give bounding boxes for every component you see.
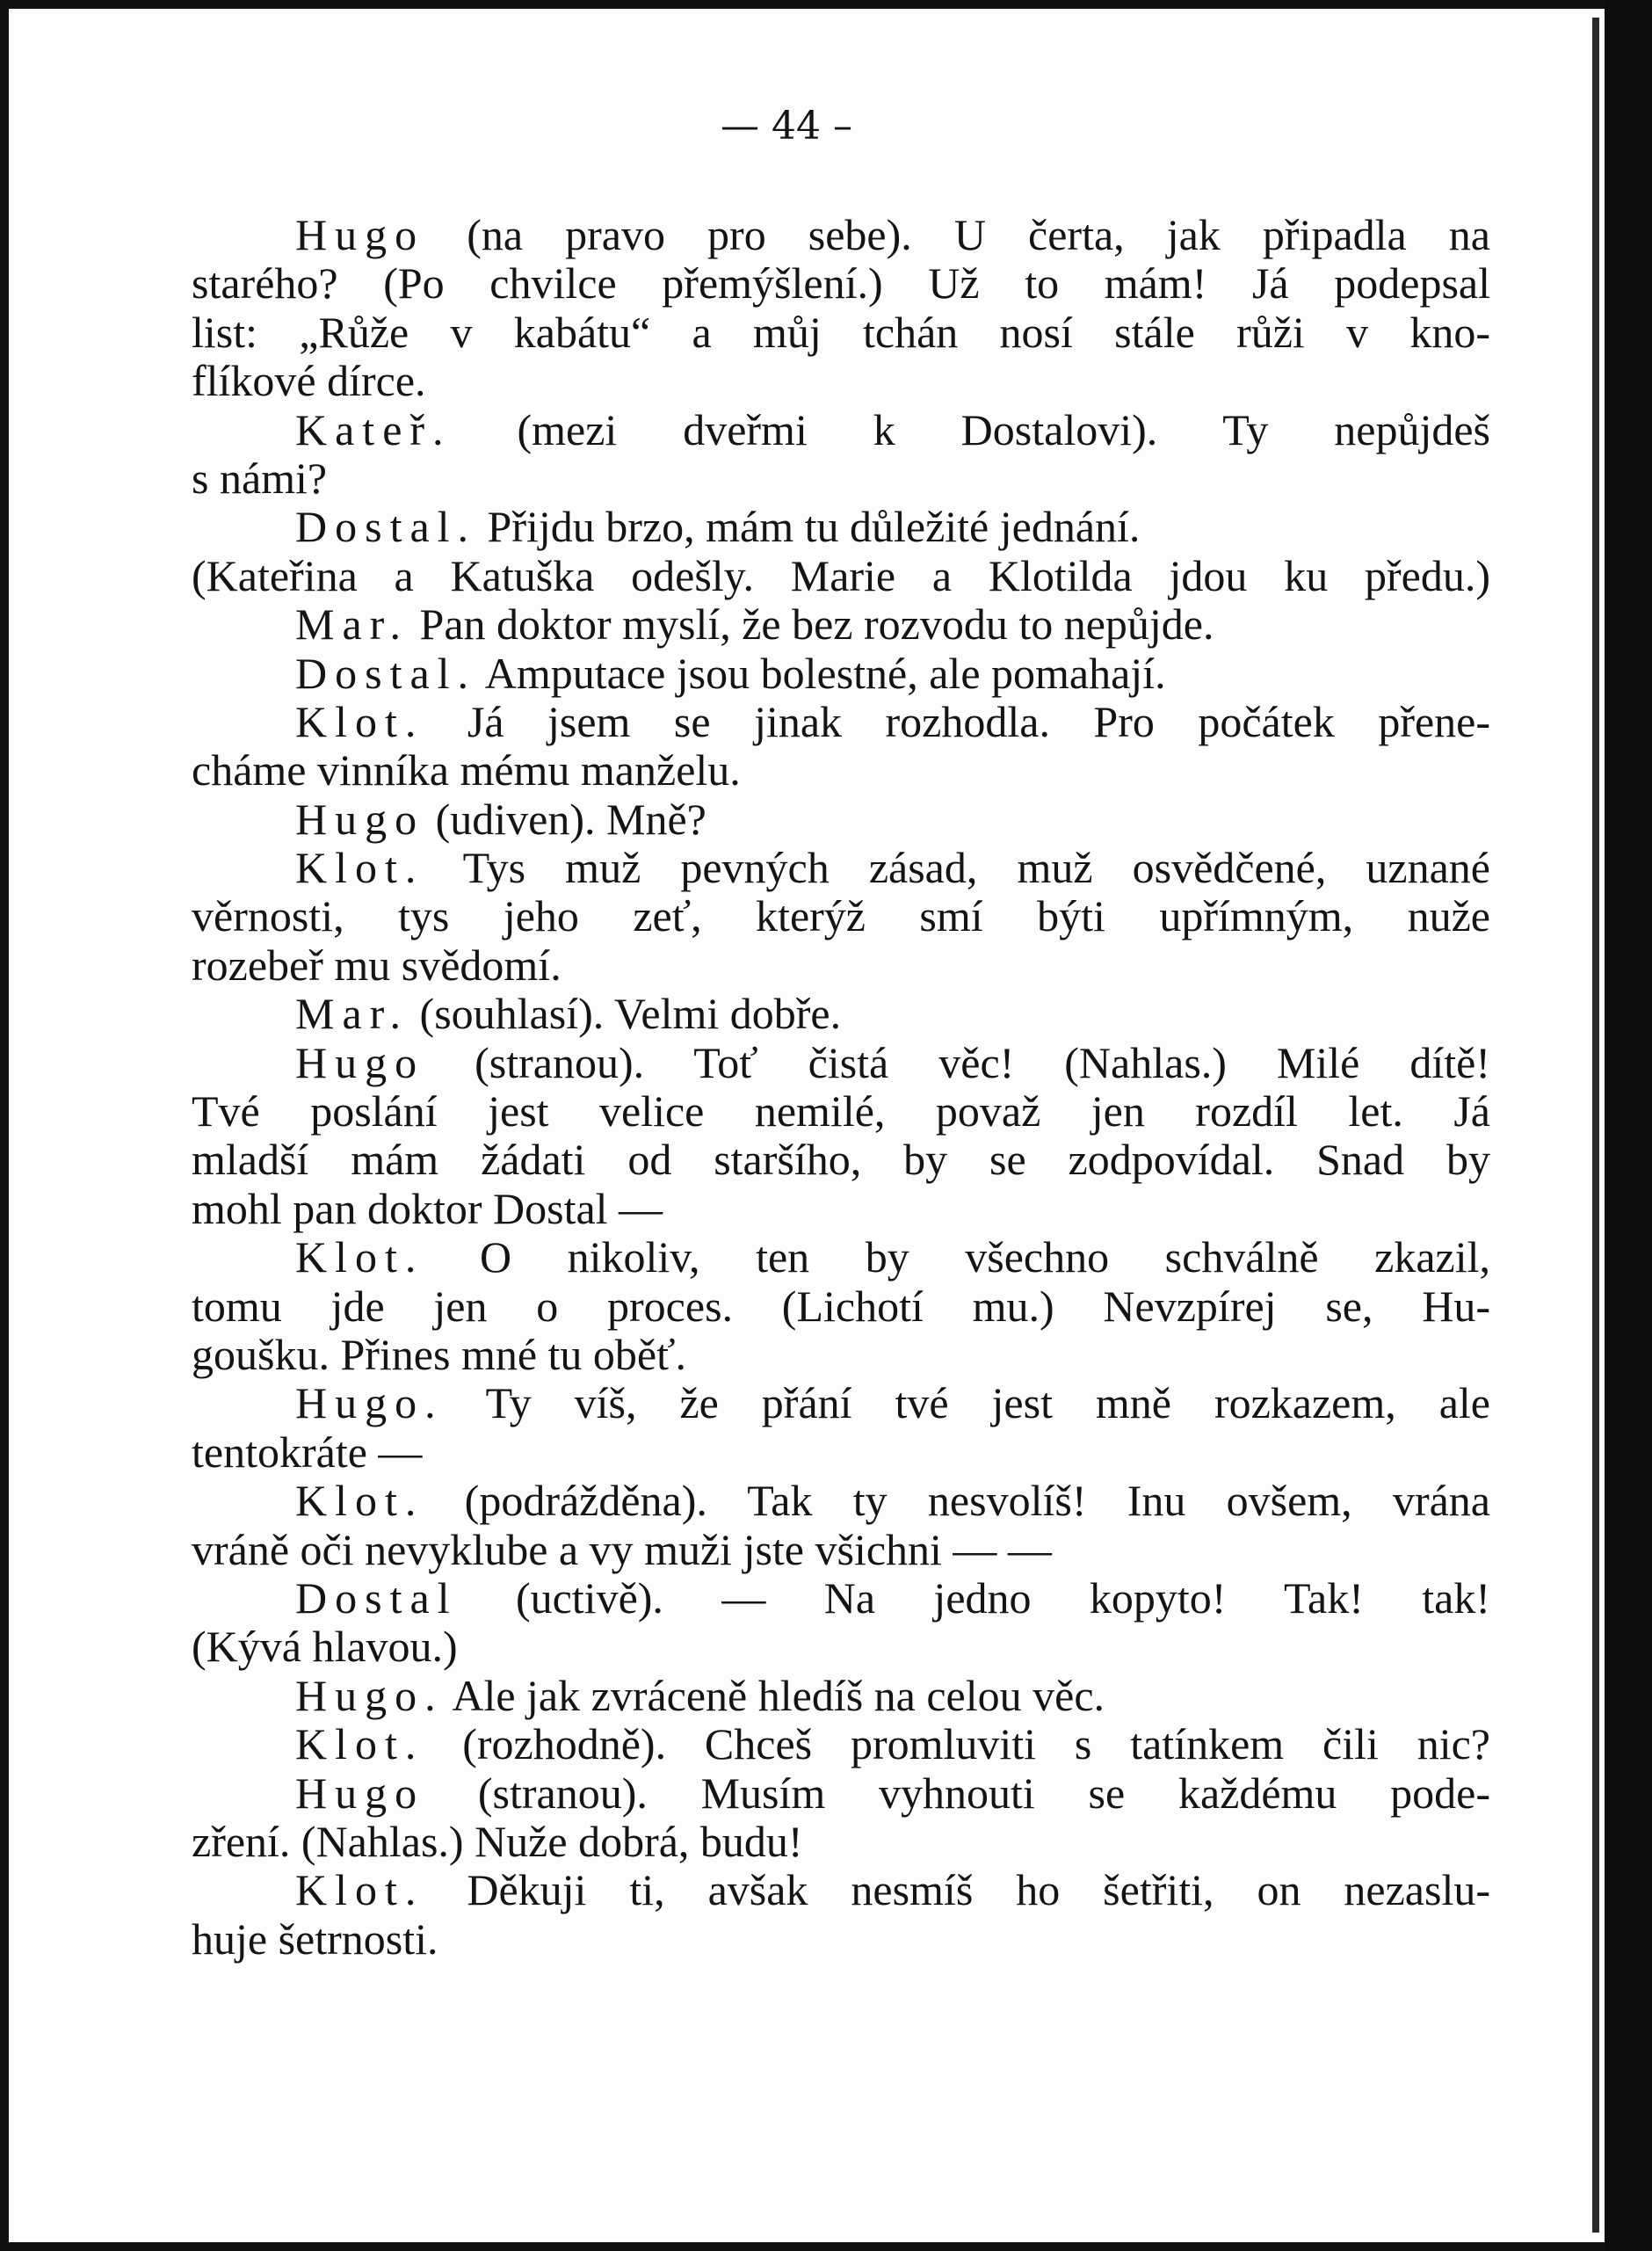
text-line: [192, 892, 1490, 940]
text-line: [192, 1331, 1490, 1379]
line-text: (uctivě). — Na jedno kopyto! Tak! tak!: [457, 1572, 1490, 1623]
line-text: (rozhodně). Chceš promluviti s tatínkem čili nic?: [424, 1719, 1490, 1769]
scan-border-left: [0, 0, 9, 2251]
line-text: (stranou). Toť čistá věc! (Nahlas.) Milé dítě!: [424, 1037, 1490, 1087]
speaker-name: Hugo: [295, 210, 425, 259]
line-text: (souhlasí). Velmi dobře.: [409, 989, 842, 1039]
text-line: [192, 1672, 1490, 1720]
text-line: [192, 552, 1490, 600]
text-line: [192, 406, 1490, 454]
speaker-name: Hugo: [295, 1037, 425, 1087]
line-text: huje šetrnosti.: [192, 1913, 438, 1964]
line-text: starého? (Po chvilce přemýšlení.) Už to mám! Já podepsal: [192, 258, 1490, 309]
text-line: [192, 503, 1490, 551]
text-line: [192, 795, 1490, 844]
line-text: vráně oči nevyklube a vy muži jste všichni — —: [192, 1524, 1052, 1574]
text-line: [192, 600, 1490, 649]
scan-border-bottom: [0, 2242, 1617, 2251]
text-line: [192, 259, 1490, 308]
line-text: Amputace jsou bolestné, ale pomahají.: [476, 648, 1166, 698]
text-line: [192, 1282, 1490, 1331]
line-text: (udiven). Mně?: [424, 794, 706, 844]
text-line: [192, 1526, 1490, 1574]
text-line: [192, 309, 1490, 357]
text-line: [192, 650, 1490, 698]
speaker-name: Mar.: [295, 599, 409, 650]
text-line: [192, 1039, 1490, 1087]
line-text: flíkové dírce.: [192, 356, 426, 406]
speaker-name: Hugo: [295, 1768, 425, 1818]
speaker-name: Mar.: [295, 989, 409, 1039]
page-edge-shadow: [1592, 18, 1599, 2233]
speaker-name: Klot.: [295, 696, 424, 746]
text-line: [192, 1866, 1490, 1914]
text-line: [192, 357, 1490, 405]
line-text: Tys muž pevných zásad, muž osvědčené, uznané: [424, 843, 1490, 893]
line-text: Já jsem se jinak rozhodla. Pro počátek přene-: [424, 696, 1490, 746]
line-text: Přijdu brzo, mám tu důležité jednání.: [476, 502, 1141, 552]
speaker-name: Klot.: [295, 1232, 424, 1282]
speaker-name: Hugo.: [295, 1670, 444, 1720]
text-line: [192, 1623, 1490, 1671]
text-line: [192, 1574, 1490, 1623]
text-line: [192, 844, 1490, 892]
line-text: mladší mám žádati od staršího, by se zodpovídal. Snad by: [192, 1135, 1490, 1185]
text-line: [192, 941, 1490, 990]
line-text: Děkuji ti, avšak nesmíš ho šetřiti, on nezaslu-: [424, 1865, 1490, 1915]
line-text: Tvé poslání jest velice nemilé, považ jen rozdíl let. Já: [192, 1086, 1490, 1136]
speaker-name: Hugo.: [295, 1378, 444, 1428]
speaker-name: Dostal.: [295, 648, 477, 698]
text-line: [192, 990, 1490, 1038]
speaker-name: Hugo: [295, 794, 425, 844]
line-text: s námi?: [192, 453, 328, 503]
text-line: [192, 1136, 1490, 1184]
line-text: věrnosti, tys jeho zeť, kterýž smí býti upřímným, nuže: [192, 891, 1490, 941]
line-text: (Kateřina a Katuška odešly. Marie a Klotilda jdou ku předu.): [192, 550, 1490, 600]
text-line: [192, 1915, 1490, 1964]
text-line: [192, 1087, 1490, 1136]
text-line: [192, 746, 1490, 795]
line-text: mohl pan doktor Dostal —: [192, 1183, 663, 1233]
text-line: [192, 1477, 1490, 1525]
speaker-name: Klot.: [295, 1719, 424, 1769]
speaker-name: Kateř.: [295, 404, 452, 454]
line-text: rozebeř mu svědomí.: [192, 940, 562, 990]
text-line: [192, 698, 1490, 746]
page-number: — 44 –: [721, 104, 852, 149]
text-line: [192, 1185, 1490, 1233]
speaker-name: Klot.: [295, 843, 424, 893]
text-line: [192, 1720, 1490, 1768]
line-text: list: „Růže v kabátu“ a můj tchán nosí stále růži v kno-: [192, 307, 1490, 357]
speaker-name: Klot.: [295, 1476, 424, 1526]
line-text: Ty víš, že přání tvé jest mně rozkazem, ale: [443, 1378, 1490, 1428]
text-line: [192, 454, 1490, 503]
line-text: tomu jde jen o proces. (Lichotí mu.) Nevzpírej se, Hu-: [192, 1281, 1490, 1331]
line-text: goušku. Přines mné tu oběť.: [192, 1329, 686, 1379]
text-line: [192, 1769, 1490, 1818]
line-text: O nikoliv, ten by všechno schválně zkazil,: [424, 1232, 1490, 1282]
scan-border-top: [0, 0, 1617, 9]
speaker-name: Dostal.: [295, 502, 477, 552]
text-line: [192, 1233, 1490, 1282]
play-text: [192, 211, 1490, 1964]
text-line: [192, 1818, 1490, 1866]
scan-border-right: [1605, 0, 1652, 2251]
line-text: (stranou). Musím vyhnouti se každému pode-: [424, 1768, 1490, 1818]
line-text: (na pravo pro sebe). U čerta, jak připadla na: [424, 210, 1490, 259]
line-text: (mezi dveřmi k Dostalovi). Ty nepůjdeš: [451, 404, 1490, 454]
line-text: (podrážděna). Tak ty nesvolíš! Inu ovšem, vrána: [424, 1476, 1490, 1526]
text-line: [192, 211, 1490, 259]
line-text: (Kývá hlavou.): [192, 1622, 458, 1672]
line-text: zření. (Nahlas.) Nuže dobrá, budu!: [192, 1816, 803, 1866]
line-text: Ale jak zvráceně hledíš na celou věc.: [443, 1670, 1105, 1720]
speaker-name: Dostal: [295, 1572, 458, 1623]
line-text: tentokráte —: [192, 1427, 423, 1477]
line-text: cháme vinníka mému manželu.: [192, 745, 741, 795]
line-text: Pan doktor myslí, že bez rozvodu to nepůjde.: [409, 599, 1214, 650]
text-line: [192, 1379, 1490, 1427]
speaker-name: Klot.: [295, 1865, 424, 1915]
text-line: [192, 1428, 1490, 1477]
